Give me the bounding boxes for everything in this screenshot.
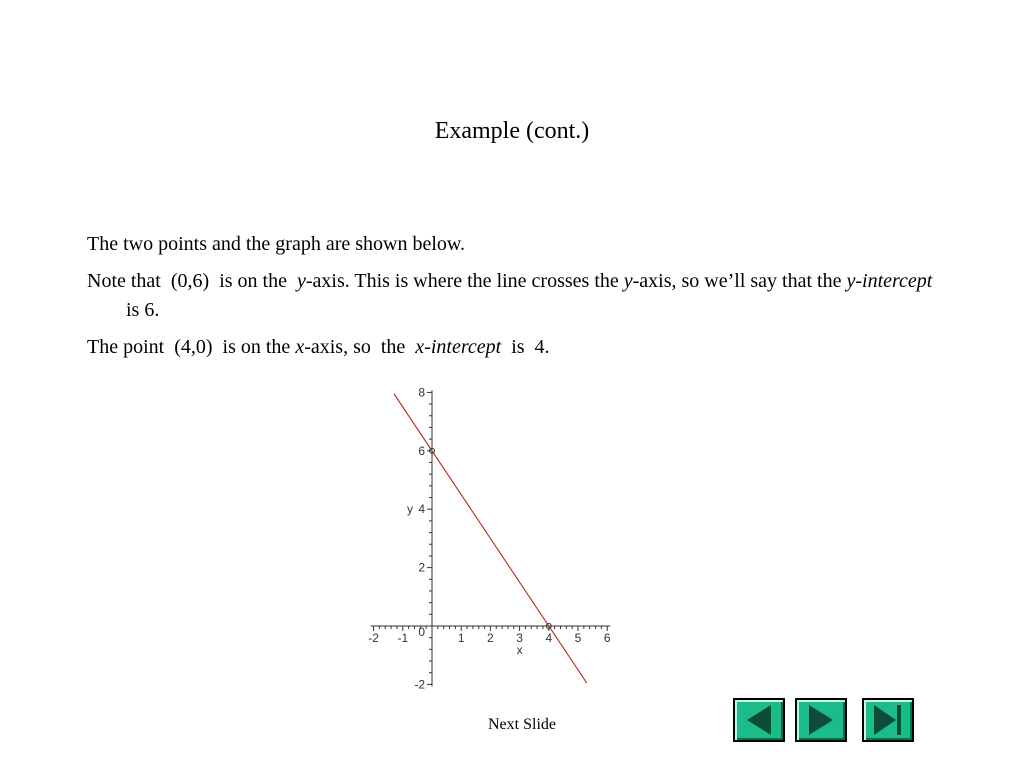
p3-part-b: -axis, so the bbox=[304, 336, 416, 358]
p3-part-c: is 4. bbox=[501, 336, 550, 358]
x-tick-label: 4 bbox=[545, 631, 553, 645]
p2-part-d: is 6. bbox=[126, 299, 160, 321]
x-tick-label: -1 bbox=[397, 631, 409, 645]
triangle-left-icon bbox=[735, 700, 783, 740]
y-intercept-term: y-intercept bbox=[846, 270, 933, 292]
y-tick-label: 8 bbox=[418, 385, 425, 400]
p3-part-a: The point (4,0) is on the bbox=[87, 336, 296, 358]
p2-part-a: Note that (0,6) is on the bbox=[87, 270, 297, 292]
y-tick-label: 2 bbox=[418, 560, 425, 575]
y-tick-label: -2 bbox=[414, 677, 425, 692]
x-tick-label: 6 bbox=[603, 631, 611, 645]
x-tick-label: 1 bbox=[457, 631, 465, 645]
x-axis-label: x bbox=[516, 643, 523, 657]
x-tick-label: -2 bbox=[368, 631, 379, 645]
next-slide-label[interactable]: Next Slide bbox=[488, 716, 556, 733]
y-tick-label: 6 bbox=[418, 443, 425, 458]
next-slide-button[interactable] bbox=[795, 698, 847, 742]
last-slide-button[interactable] bbox=[862, 698, 914, 742]
y-tick-label: 4 bbox=[418, 502, 425, 517]
p2-y-var-2: y bbox=[623, 270, 633, 292]
p2-part-b: -axis. This is where the line crosses the bbox=[305, 270, 624, 292]
x-tick-label: 5 bbox=[574, 631, 582, 645]
p2-part-c: -axis, so we’ll say that the bbox=[632, 270, 847, 292]
x-tick-label: 2 bbox=[487, 631, 494, 645]
paragraph-1: The two points and the graph are shown below. bbox=[87, 233, 466, 255]
origin-label: 0 bbox=[418, 625, 425, 639]
x-intercept-term: x-intercept bbox=[415, 336, 502, 358]
slide-title: Example (cont.) bbox=[434, 118, 590, 144]
y-axis-label: y bbox=[407, 502, 413, 517]
triangle-right-icon bbox=[797, 700, 845, 740]
skip-to-end-icon bbox=[864, 700, 912, 740]
p2-y-var-1: y bbox=[296, 270, 306, 292]
x-tick-label: 3 bbox=[516, 631, 523, 645]
previous-slide-button[interactable] bbox=[733, 698, 785, 742]
p3-x-var: x bbox=[295, 336, 305, 358]
